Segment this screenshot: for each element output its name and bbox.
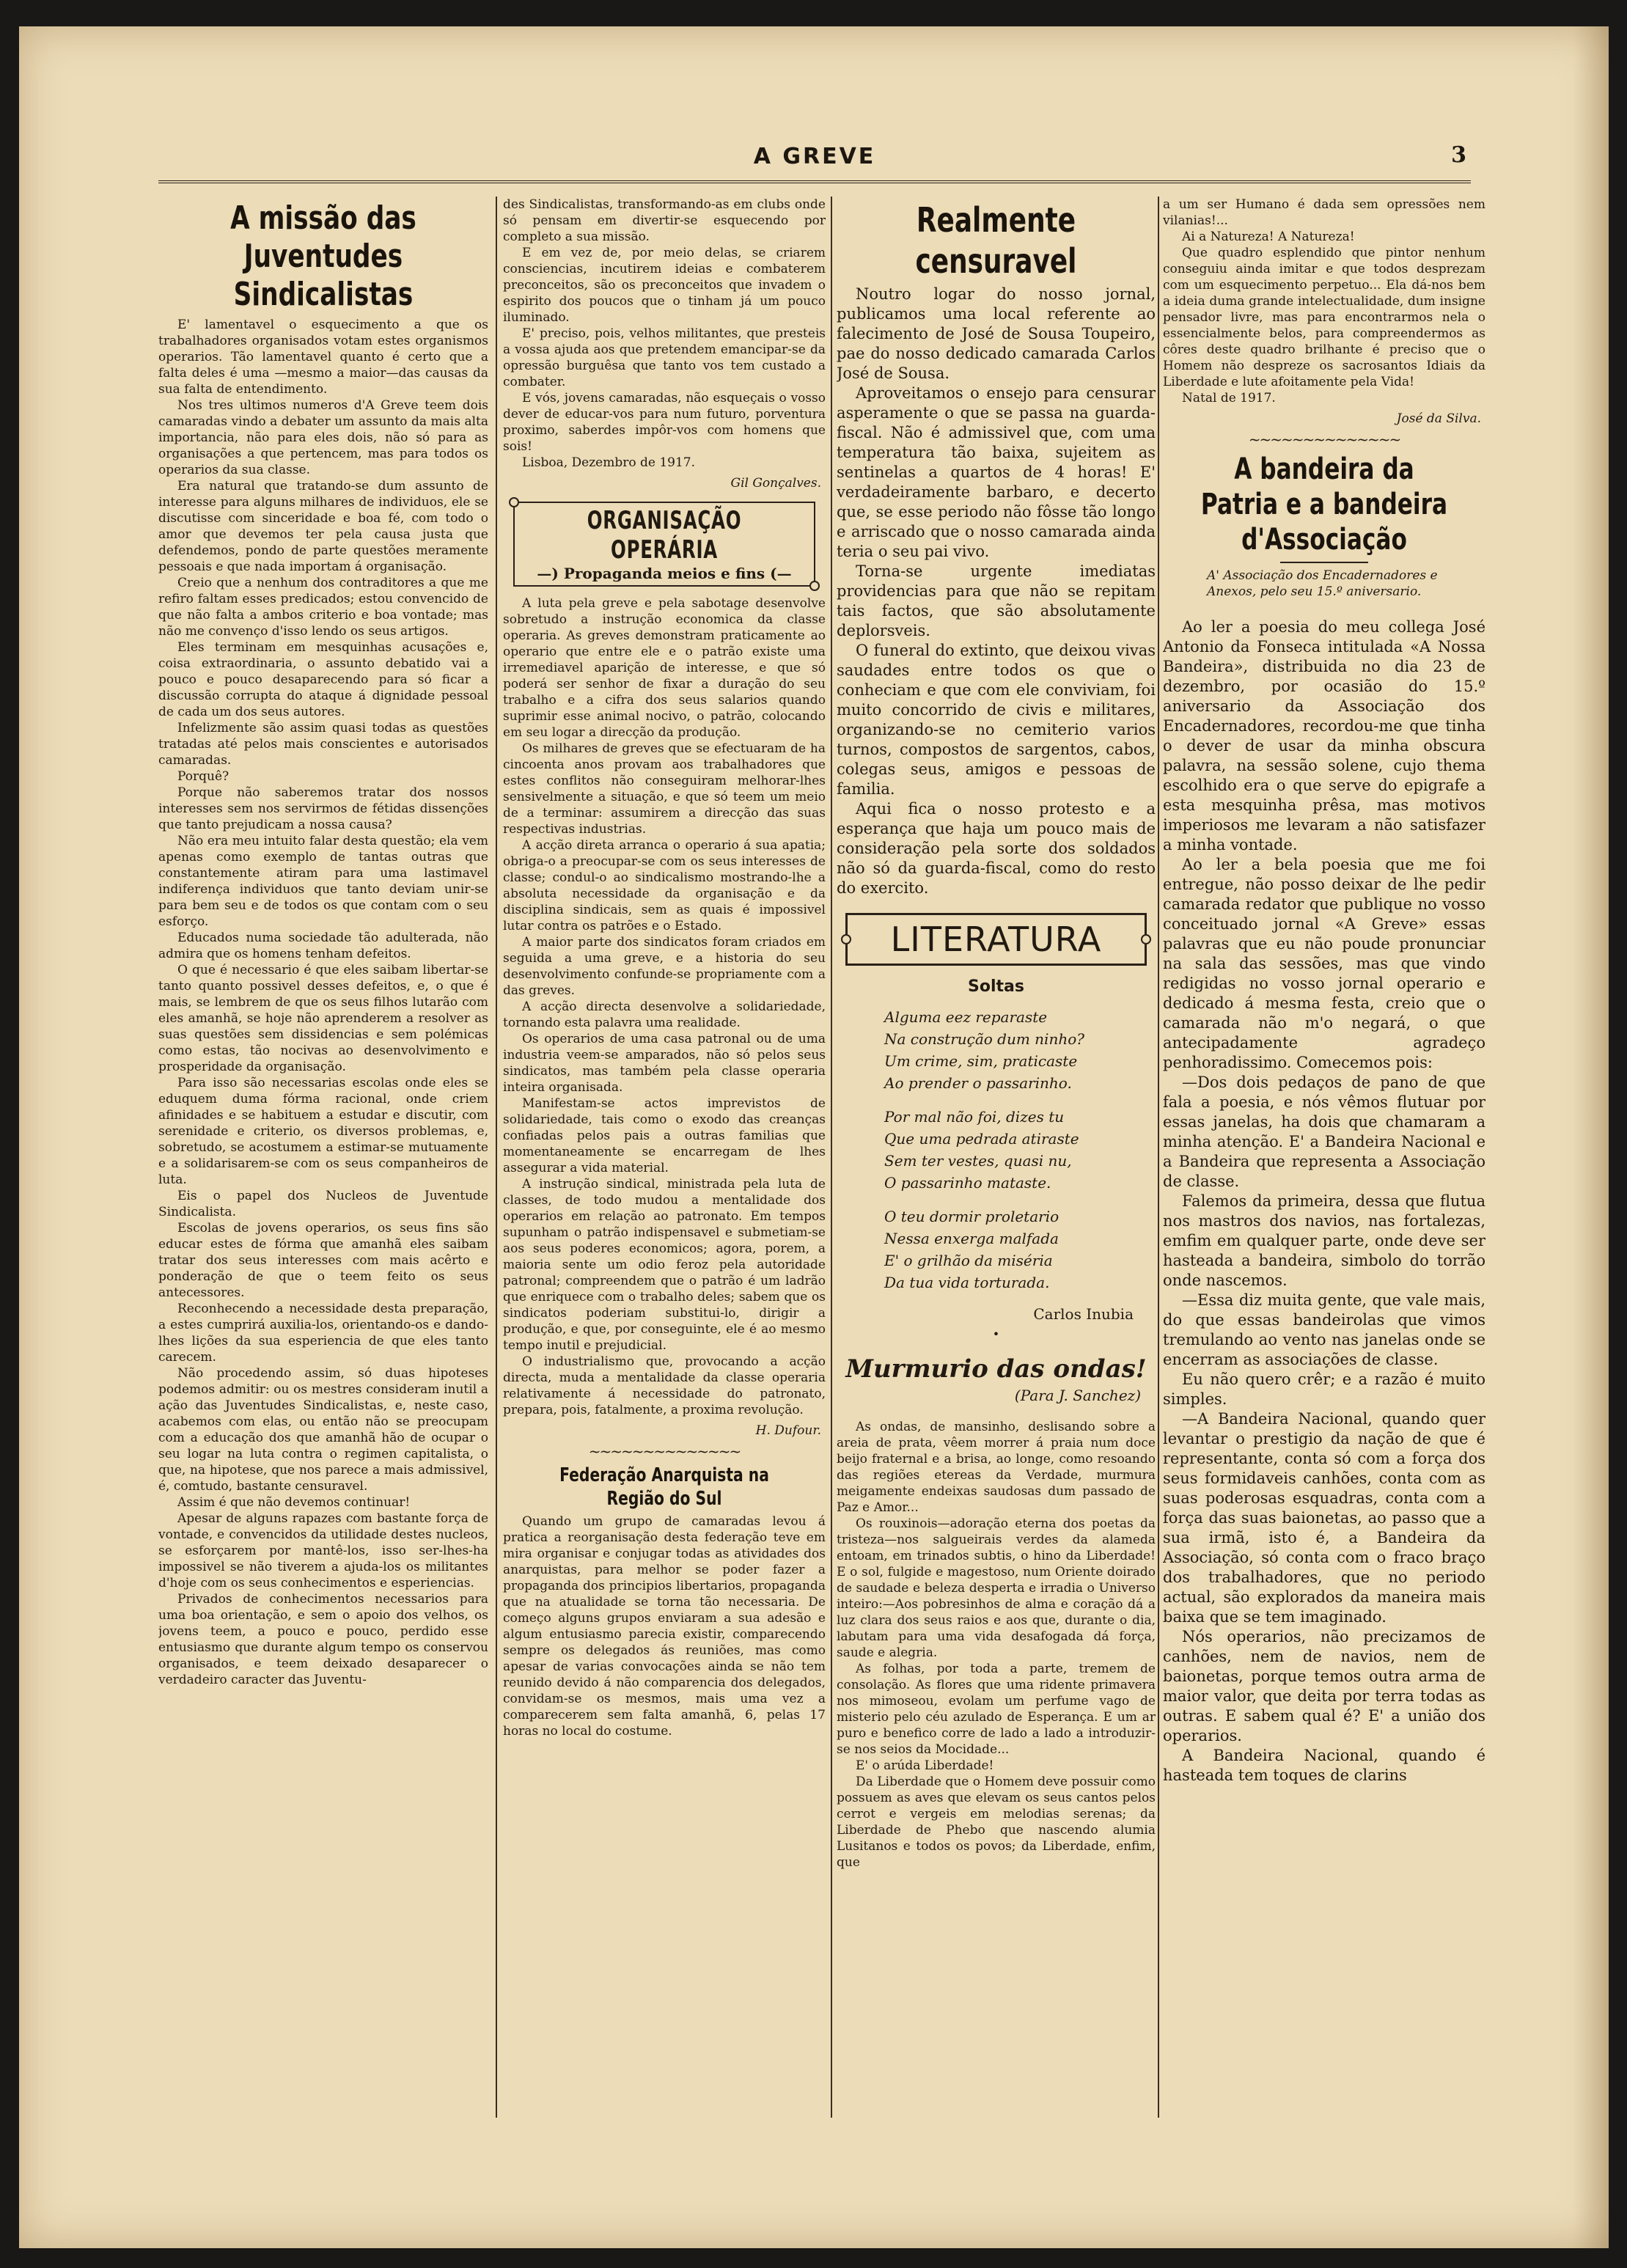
article-continuation bbox=[503, 197, 826, 471]
paragraph: A luta pela greve e pela sabotage desenvolve sobretudo a instrução economica da classe operaria. As greves demonstram praticamente ao operario que entre ele e o patrão existe uma irremediavel aparição de interesse, e que só poderá ser senhor de fixar a duração do seu trabalho e a cifra dos seus salarios quando suprimir esse animal nocivo, o patrão, colocando em seu logar a direcção da produção. bbox=[503, 596, 826, 740]
poem-line: O teu dormir proletario bbox=[884, 1208, 1059, 1225]
paragraph: O industrialismo que, provocando a acção directa, muda a mentalidade da classe operaria relativamente á necessidade do patronato, prepara, pois, fatalmente, a proxima revolução. bbox=[503, 1354, 826, 1417]
paragraph: —Dos dois pedaços de pano de que fala a poesia, e nós vêmos flutuar por essas janelas, ha dois que chamaram a minha atenção. E' a Bandeira Nacional e a Bandeira que representa a Associação de classe. bbox=[1163, 1074, 1485, 1190]
poem-author: Carlos Inubia bbox=[1033, 1305, 1134, 1323]
paragraph: Assim é que não devemos continuar! bbox=[177, 1495, 411, 1510]
paragraph: Aproveitamos o ensejo para censurar asperamente o que se passa na guarda-fiscal. Não é admissivel que, com uma temperatura tão baixa, sujeitem as sentinelas a quartos de 4 horas! E' verdadeiramente barbaro, e decerto que, se esse periodo não fôsse tão longo e arriscado que o nosso camarada ainda teria o seu pai vivo. bbox=[837, 384, 1156, 560]
paragraph: Manifestam-se actos imprevistos de solidariedade, tais como o exodo das creanças confiadas pelos pais a outras familias que momentaneamente se encarregam de lhes assegurar a vida material. bbox=[503, 1096, 826, 1175]
ornament-divider: ~~~~~~~~~~~~~~ bbox=[1248, 430, 1400, 448]
poem-line: Um crime, sim, praticaste bbox=[884, 1052, 1078, 1070]
paragraph: —A Bandeira Nacional, quando quer levantar o prestigio da nação de que é representante, conta só com a força dos seus formidaveis canhões, conta com as suas poderosas esquadras, conta com a força das suas baionetas, ao passo que a sua irmã, isto é, a Bandeira da Associação, só conta com o fraco braço dos trabalhadores, que no periodo actual, são explorados da maneira mais baixa que se tem imaginado. bbox=[1163, 1410, 1485, 1626]
poem-stanza bbox=[884, 1006, 1156, 1094]
paragraph: Ai a Natureza! A Natureza! bbox=[1182, 230, 1355, 244]
poem bbox=[884, 1006, 1156, 1293]
paragraph: E' lamentavel o esquecimento a que os trabalhadores organisados votam estes organismos operarios. Tão lamentavel quanto é certo que a falta deles é uma —mesmo a maior—das causas da sua falta de entendimento. bbox=[158, 318, 488, 397]
paragraph: Ao ler a bela poesia que me foi entregue, não posso deixar de lhe pedir camarada redator que publique no vosso conceituado jornal «A Greve» essas palavras que eu não poude pronunciar na sala das sessões, mas que vindo redigidas no vosso jornal operario e dedicado á mesma festa, creio que o camarada não m'o negará, o que antecipadamente agradeço penhoradissimo. Comecemos pois: bbox=[1163, 856, 1485, 1071]
article-body bbox=[1163, 617, 1485, 1786]
paragraph: Não procedendo assim, só duas hipoteses podemos admitir: ou os mestres consideram inutil a ação das Juventudes Sindicalistas, e, neste caso, acabemos com elas, ou então não se preocupam com a educação dos que amanhã hão de ocupar o seu logar na luta contra o regimen capitalista, o que, na hipotese, que nos parece a mais admissivel, é, comtudo, bastante censuravel. bbox=[158, 1366, 488, 1494]
paragraph: Reconhecendo a necessidade desta preparação, a estes cumprirá auxilia-los, orientando-os e dando-lhes lições da sua esperiencia de que eles tanto carecem. bbox=[158, 1302, 488, 1365]
newspaper-page bbox=[19, 26, 1609, 2248]
paragraph: Eles terminam em mesquinhas acusações e, coisa extraordinaria, o assunto debatido vai a pouco e pouco desaparecendo para só ficar a discussão corrupta do ataque á dignidade pessoal de cada um dos seus autores. bbox=[158, 640, 488, 719]
article-title: Realmente censuravel bbox=[915, 200, 1077, 281]
article-title: Murmurio das ondas! bbox=[845, 1354, 1147, 1384]
column-rule bbox=[831, 197, 832, 2118]
poem-line: Na construção dum ninho? bbox=[884, 1030, 1084, 1048]
poem-line: O passarinho mataste. bbox=[884, 1174, 1051, 1192]
paragraph: Porquê? bbox=[177, 769, 229, 784]
article-body bbox=[503, 595, 826, 1418]
paragraph: Os milhares de greves que se efectuaram de ha cincoenta anos provam aos trabalhadores que estes conflitos não conseguiram melhorar-lhes sensivelmente a situação, e que só teem um meio de a terminar: assumirem a direcção das suas respectivas industrias. bbox=[503, 741, 826, 837]
poem-stanza bbox=[884, 1106, 1156, 1194]
paragraph: Noutro logar do nosso jornal, publicamos uma local referente ao falecimento de José de Sousa Toupeiro, pae do nosso dedicado camarada Carlos José de Sousa. bbox=[837, 285, 1156, 382]
bullet-divider: • bbox=[992, 1327, 1000, 1341]
poem-line: Ao prender o passarinho. bbox=[884, 1074, 1072, 1092]
paragraph: Torna-se urgente imediatas providencias para que não se repitam tais factos, que são absolutamente deplorsveis. bbox=[837, 562, 1156, 639]
column-1 bbox=[158, 197, 488, 2191]
paragraph: Eu não quero crêr; e a razão é muito simples. bbox=[1163, 1370, 1485, 1408]
paragraph: O que é necessario é que eles saibam libertar-se tanto quanto possivel desses defeitos, e, o que é mais, se lembrem de que os seus filhos lutarão com eles amanhã, se hoje não aprenderem a resolver as suas questões sem dissidencias e sem polémicas como estas, tão nocivas ao desenvolvimento e prosperidade da organisação. bbox=[158, 963, 488, 1074]
paragraph: Ao ler a poesia do meu collega José Antonio da Fonseca intitulada «A Nossa Bandeira», distribuida no dia 23 de dezembro, por ocasião do 15.º aniversario da Associação dos Encadernadores, recordou-me que tinha o dever de usar da minha obscura palavra, na sessão solene, cujo thema escolhido era o que serve do epigrafe a esta mesquinha prêsa, mas motivos imperiosos me levaram a não satisfazer a minha vontade. bbox=[1163, 618, 1485, 854]
paragraph: E em vez de, por meio delas, se criarem consciencias, incutirem ideias e combaterem preconceitos, são os preconceitos que invadem o espirito dos poucos que o tinham já um pouco iluminado. bbox=[503, 246, 826, 325]
paragraph: Falemos da primeira, dessa que flutua nos mastros dos navios, nas fortalezas, emfim em qualquer parte, onde deve ser hasteada a bandeira, simbolo do torrão onde nascemos. bbox=[1163, 1192, 1485, 1289]
article-body bbox=[837, 1419, 1156, 1871]
page-number: 3 bbox=[1451, 142, 1466, 168]
paragraph: A maior parte dos sindicatos foram criados em seguida a uma greve, e a historia do seu desenvolvimento confunde-se propriamente com a das greves. bbox=[503, 935, 826, 998]
paragraph: E vós, jovens camaradas, não esqueçais o vosso dever de educar-vos para num futuro, porventura proximo, saberdes impôr-vos com homens que sois! bbox=[503, 391, 826, 454]
section-subtitle: Soltas bbox=[968, 977, 1024, 996]
paragraph: Privados de conhecimentos necessarios para uma boa orientação, e sem o apoio dos velhos, os jovens teem, a pouco e pouco, perdido esse entusiasmo que durante algum tempo os conservou organisados, e teem deixado desaparecer o verdadeiro caracter das Juventu- bbox=[158, 1592, 488, 1687]
paragraph: A acção directa desenvolve a solidariedade, tornando esta palavra uma realidade. bbox=[503, 999, 826, 1030]
paragraph: Porque não saberemos tratar dos nossos interesses sem nos servirmos de fétidas dissenções que tanto prejudicam a nossa causa? bbox=[158, 785, 488, 832]
article-title: Federação Anarquista na Região do Sul bbox=[559, 1464, 769, 1510]
paragraph: Infelizmente são assim quasi todas as questões tratadas até pelos mais conscientes e autorisados camaradas. bbox=[158, 721, 488, 768]
signature: H. Dufour. bbox=[755, 1423, 821, 1438]
column-3 bbox=[837, 197, 1156, 2191]
paragraph: E' o arúda Liberdade! bbox=[856, 1758, 994, 1773]
paragraph: Escolas de jovens operarios, os seus fins são educar estes de fórma que amanhã eles saibam tratar dos seus interesses com mais acêrto e ponderação de que o teem feito os seus antecessores. bbox=[158, 1221, 488, 1300]
column-2 bbox=[503, 197, 826, 2191]
paragraph: A acção direta arranca o operario á sua apatia; obriga-o a preocupar-se com os seus interesses de classe; condul-o ao sindicalismo mostrando-lhe a absoluta necessidade da organisação e da disciplina sindicais, sem as quais é impossivel lutar contra os patrões e o Estado. bbox=[503, 838, 826, 933]
article-continuation bbox=[1163, 197, 1485, 406]
dedication: (Para J. Sanchez) bbox=[1014, 1387, 1141, 1404]
ornament-divider: ~~~~~~~~~~~~~~ bbox=[588, 1442, 741, 1460]
paragraph: Da Liberdade que o Homem deve possuir como possuem as aves que elevam os seus cantos pelos cerrot e vergeis em melodias serenas; da Liberdade de Phebo que nascendo alumia Lusitanos e todos os povos; da Liberdade, enfim, que bbox=[837, 1775, 1156, 1870]
poem-stanza bbox=[884, 1205, 1156, 1293]
poem-line: Da tua vida torturada. bbox=[884, 1274, 1050, 1291]
article-body bbox=[158, 317, 488, 1688]
paragraph: Nós operarios, não precizamos de canhões, nem de navios, nem de baionetas, porque temos outra arma de maior valor, que deita por terra todas as outras. E sabem qual é? E' a união dos operarios. bbox=[1163, 1628, 1485, 1744]
section-subtitle: —) Propaganda meios e fins (— bbox=[537, 565, 792, 582]
paragraph: Eis o papel dos Nucleos de Juventude Sindicalista. bbox=[158, 1189, 488, 1219]
article-title: A bandeira da Patria e a bandeira d'Associação bbox=[1200, 452, 1448, 557]
article-body bbox=[837, 285, 1156, 898]
signature: José da Silva. bbox=[1396, 411, 1481, 426]
paragraph: A instrução sindical, ministrada pela luta de classes, de todo mudou a mentalidade dos operarios em relação ao patronato. Em tempos supunham o patrão indispensavel e submetiam-se aos seus poderes economicos; agora, porem, a maioria sente um odio feroz pela autoridade patronal; compreendem que o patrão é um ladrão que enriquece com o trabalho deles; sabem que os sindicatos poderiam substitui-lo, dirigir a produção, e que, por conseguinte, ele é ao mesmo tempo inutil e prejudicial. bbox=[503, 1177, 826, 1353]
title-underline bbox=[1280, 562, 1368, 563]
poem-line: Que uma pedrada atiraste bbox=[884, 1130, 1079, 1148]
section-box-header bbox=[513, 502, 815, 587]
paragraph: Nos tres ultimos numeros d'A Greve teem dois camaradas vindo a debater um assunto da mais alta importancia, não para eles dois, não só para as organisações a que pertencem, mas para todos os operarios da sua classe. bbox=[158, 398, 488, 477]
poem-line: E' o grilhão da miséria bbox=[884, 1252, 1053, 1269]
paragraph: —Essa diz muita gente, que vale mais, do que essas bandeirolas que vimos tremulando ao vento nas janelas onde se encerram as associações de classe. bbox=[1163, 1291, 1485, 1368]
paragraph: Creio que a nenhum dos contraditores a que me refiro faltam esses predicados; estou convencido de que não falta a ambos criterio e boa vontade; mas não me convenço d'isso lendo os seus artigos. bbox=[158, 576, 488, 639]
paragraph: Aqui fica o nosso protesto e a esperança que haja um pouco mais de consideração pela sorte dos soldados não só da guarda-fiscal, como do resto do exercito. bbox=[837, 800, 1156, 897]
paragraph: Os rouxinois—adoração eterna dos poetas da tristeza—nos salgueirais verdes da alameda entoam, em trinados subtis, o hino da Liberdade! E o sol, fulgide e magestoso, num Oriente doirado de saudade e beleza desperta e irradia o Universo inteiro:—Aos pobresinhos de alma e coração dá a luz clara dos seus raios e aos que, durante o dia, labutam para uma vida desafogada dá força, saude e alegria. bbox=[837, 1516, 1156, 1660]
paragraph: E' preciso, pois, velhos militantes, que presteis a vossa ajuda aos que pretendem emancipar-se da opressão burguêsa que tanto vos tem custado a combater. bbox=[503, 326, 826, 389]
dedication: A' Associação dos Encadernadores e Anexos, pelo seu 15.º aniversario. bbox=[1207, 568, 1438, 599]
column-4 bbox=[1163, 197, 1485, 2191]
paragraph: As folhas, por toda a parte, tremem de consolação. As flores que uma ridente primavera nos mimoseou, evolam um perfume vago de misterio pelo céu azulado de Esperança. E um ar puro e benefico corre de lado a lado a introduzir-se nos seios da Mocidade... bbox=[837, 1662, 1156, 1757]
column-rule bbox=[496, 197, 497, 2118]
paragraph: As ondas, de mansinho, deslisando sobre a areia de prata, vêem morrer á praia num doce beijo fraternal e a brisa, ao longe, como resoando das regiões etereas da Verdade, murmura meigamente endeixas saudosas dum passado de Paz e Amor... bbox=[837, 1420, 1156, 1515]
poem-line: Sem ter vestes, quasi nu, bbox=[884, 1152, 1072, 1170]
article-title: A missão das Juventudes Sindicalistas bbox=[230, 199, 416, 313]
poem-line: Por mal não foi, dizes tu bbox=[884, 1108, 1065, 1126]
paragraph: Os operarios de uma casa patronal ou de uma industria veem-se amparados, não só pelos seus sindicatos, mas também pela classe operaria inteira organisada. bbox=[503, 1032, 826, 1095]
paragraph: Apesar de alguns rapazes com bastante força de vontade, e convencidos da utilidade destes nucleos, se esforçarem por mantê-los, isso ser-lhes-ha impossivel se não tiverem a ajuda-los os militantes d'hoje com os seus conhecimentos e esperiencias. bbox=[158, 1511, 488, 1590]
paragraph: Quando um grupo de camaradas levou á pratica a reorganisação desta federação teve em mira organisar e conjugar todas as atividades dos anarquistas, para melhor se poder fazer a propaganda dos principios libertarios, propaganda que na atualidade se torna tão necessaria. De começo alguns grupos enviaram a sua adesão e algum entusiasmo parecia existir, comparecendo sempre os delegados ás reuniões, mas como apesar de varias convocações ainda se não tem reunido devido á não comparencia dos delegados, convidam-se os mesmos, mais uma vez a comparecerem sem falta amanhã, 6, pelas 17 horas no local do costume. bbox=[503, 1514, 826, 1739]
paragraph: O funeral do extinto, que deixou vivas saudades entre todos os que o conheciam e que com ele conviviam, foi muito concorrido de civis e militares, organizando-se no cemiterio varios turnos, compostos de sargentos, cabos, colegas seus, amigos e pessoas de familia. bbox=[837, 642, 1156, 798]
poem-line: Nessa enxerga malfada bbox=[884, 1230, 1059, 1247]
paragraph: Educados numa sociedade tão adulterada, não admira que os homens tenham defeitos. bbox=[158, 931, 488, 961]
paragraph: Para isso são necessarias escolas onde eles se eduquem duma fórma racional, onde criem afinidades e se habituem a estudar e discutir, com serenidade e criterio, os diversos problemas, e, sobretudo, se acostumem a estimar-se mutuamente e a solidarisarem-se com os seus companheiros de luta. bbox=[158, 1076, 488, 1187]
paragraph: des Sindicalistas, transformando-as em clubs onde só pensam em divertir-se esquecendo por completo a sua missão. bbox=[503, 197, 826, 244]
paragraph: Natal de 1917. bbox=[1182, 391, 1276, 405]
section-title: ORGANISAÇÃO OPERÁRIA bbox=[587, 506, 742, 565]
masthead: A GREVE bbox=[753, 144, 876, 169]
column-rule bbox=[1158, 197, 1159, 2118]
article-body bbox=[503, 1513, 826, 1739]
paragraph: Que quadro esplendido que pintor nenhum conseguiu ainda imitar e que todos desprezam com um esquecimento perpetuo... Ela dá-nos bem a ideia duma grande intelectualidade, dum insigne pensador livre, mas para encontrarmos nela o essencialmente belos, para compreendermos as côres deste quadro brilhante é preciso que o Homem não despreze os sacrosantos Idiais da Liberdade e lute afoitamente pela Vida! bbox=[1163, 246, 1485, 389]
poem-line: Alguma eez reparaste bbox=[884, 1008, 1048, 1026]
paragraph: Era natural que tratando-se dum assunto de interesse para alguns milhares de individuos, ele se discutisse com sinceridade e boa fé, com todo o amor que devemos ter pela causa justa que defendemos, pondo de parte questões meramente pessoais e que nada importam á organisação. bbox=[158, 479, 488, 574]
paragraph: A Bandeira Nacional, quando é hasteada tem toques de clarins bbox=[1163, 1747, 1485, 1784]
literatura-banner: LITERATURA bbox=[845, 913, 1147, 966]
paragraph: Lisboa, Dezembro de 1917. bbox=[522, 455, 695, 470]
paragraph: a um ser Humano é dada sem opressões nem vilanias!... bbox=[1163, 197, 1485, 228]
page-header bbox=[158, 136, 1471, 183]
paragraph: Não era meu intuito falar desta questão; ela vem apenas como exemplo de tantas outras que constantemente atiram para uma lastimavel indiferença individuos que tanto deviam unir-se para bem seu e de todos os que contam com o seu esforço. bbox=[158, 834, 488, 929]
signature: Gil Gonçalves. bbox=[730, 476, 821, 491]
